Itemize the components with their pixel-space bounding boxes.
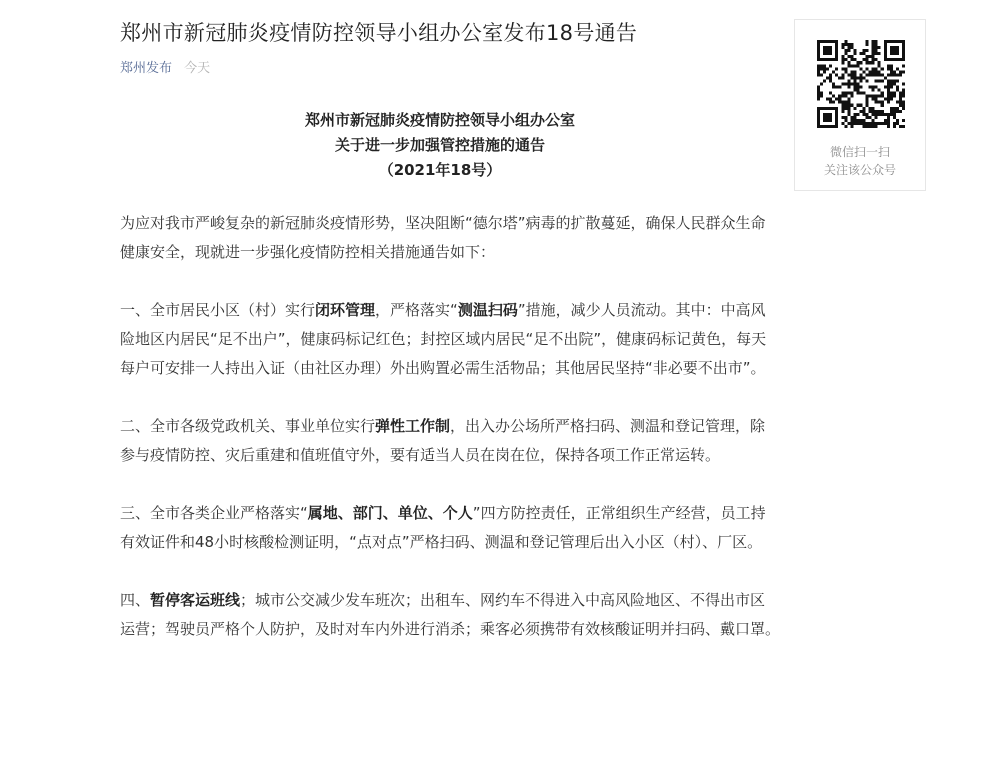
article-paragraph	[120, 586, 780, 644]
paragraph-text: 二、全市各级党政机关、事业单位实行	[120, 417, 376, 435]
paragraph-text: ，出入办公场所严格扫码、测温和登记管理，除参与疫情防控、灾后重建和值班值守外，要有适当人员在岗在位，保持各项工作正常运转。	[120, 417, 766, 464]
article-paragraph	[120, 412, 780, 470]
qr-caption-follow: 关注该公众号	[823, 163, 896, 177]
notice-heading	[120, 108, 780, 183]
paragraph-text: 为应对我市严峻复杂的新冠肺炎疫情形势，坚决阻断“德尔塔”病毒的扩散蔓延，确保人民群众生命健康安全，现就进一步强化疫情防控相关措施通告如下：	[120, 214, 766, 261]
paragraph-text: 一、全市居民小区（村）实行	[120, 301, 316, 319]
notice-heading-line: 关于进一步加强管控措施的通告	[334, 136, 545, 154]
article-paragraph	[120, 296, 780, 383]
bold-text: 属地、部门、单位、个人	[307, 504, 473, 522]
paragraph-text: 三、全市各类企业严格落实“	[120, 504, 308, 522]
bold-text: 暂停客运班线	[150, 591, 241, 609]
article-meta	[120, 60, 780, 78]
qr-code-icon	[817, 40, 905, 128]
article-body	[120, 209, 780, 644]
paragraph-text: ”措施，减少人员流动。其中：中高风险地区内居民“足不出户”，健康码标记红色；封控区域内居民“足不出院”，健康码标记黄色，每天每户可安排一人持出入证（由社区办理）外出购置必需生活物品；其他居民坚持“非必要不出市”。	[120, 301, 767, 377]
qr-caption-scan: 微信扫一扫	[829, 145, 890, 159]
article-paragraph	[120, 209, 780, 267]
bold-text: 弹性工作制	[375, 417, 451, 435]
publish-time: 今天	[184, 61, 211, 76]
qr-code-panel	[794, 19, 926, 191]
paragraph-text: ”四方防控责任，正常组织生产经营，员工持有效证件和48小时核酸检测证明，“点对点”严格扫码、测温和登记管理后出入小区（村）、厂区。	[120, 504, 766, 551]
paragraph-text: ；城市公交减少发车班次；出租车、网约车不得进入中高风险地区、不得出市区运营；驾驶员严格个人防护，及时对车内外进行消杀；乘客必须携带有效核酸证明并扫码、戴口罩。	[120, 591, 781, 638]
paragraph-text: ，严格落实“	[375, 301, 458, 319]
paragraph-text: 四、	[120, 591, 151, 609]
source-link[interactable]: 郑州发布	[120, 61, 173, 76]
bold-text: 闭环管理	[315, 301, 376, 319]
article-title: 郑州市新冠肺炎疫情防控领导小组办公室发布18号通告	[120, 21, 638, 45]
bold-text: 测温扫码	[457, 301, 518, 319]
notice-heading-line: （2021年18号）	[378, 161, 502, 179]
article	[120, 18, 780, 673]
notice-heading-line: 郑州市新冠肺炎疫情防控领导小组办公室	[304, 111, 575, 129]
article-paragraph	[120, 499, 780, 557]
